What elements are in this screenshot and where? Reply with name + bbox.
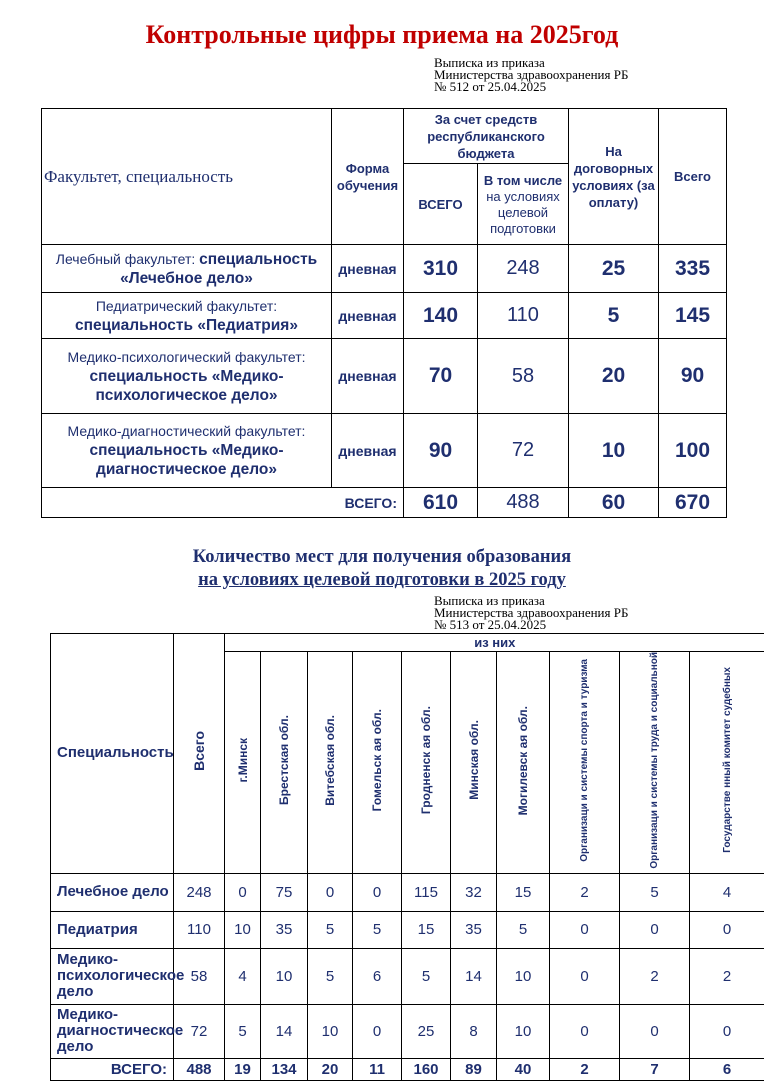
total-cell: 110 [174, 911, 225, 948]
order-line: Министерства здравоохранения РБ [434, 607, 628, 619]
specialty-name: специальность «Медико-диагностическое дело» [89, 442, 283, 478]
value-sum: 19 [225, 1058, 261, 1080]
value-cell: 35 [261, 911, 308, 948]
value-sum: 2 [550, 1058, 620, 1080]
budget-cell: 310 [404, 245, 478, 293]
value-cell: 4 [225, 948, 261, 1004]
target-total: 488 [478, 488, 569, 518]
form-cell: дневная [332, 245, 404, 293]
specialty-name: специальность «Лечебное дело» [120, 251, 317, 287]
header-budget: За счет средств республиканского бюджета [404, 109, 569, 164]
totals-label: ВСЕГО: [42, 488, 404, 518]
specialty-cell: Лечебное дело [51, 873, 174, 911]
targeted-training-table [50, 633, 764, 1081]
target-cell: 72 [478, 414, 569, 488]
header-region-cell [402, 652, 451, 874]
value-cell: 6 [353, 948, 402, 1004]
form-cell: дневная [332, 293, 404, 339]
value-cell: 5 [308, 948, 353, 1004]
contract-cell: 20 [569, 339, 659, 414]
header-region-cell [261, 652, 308, 874]
total-sum: 488 [174, 1058, 225, 1080]
total-cell: 90 [659, 339, 727, 414]
value-cell: 0 [225, 873, 261, 911]
header-form: Форма обучения [332, 109, 404, 245]
order-reference-512 [434, 57, 628, 93]
contract-cell: 25 [569, 245, 659, 293]
value-cell: 0 [690, 911, 764, 948]
specialty-cell: Медико-психологическое дело [51, 948, 174, 1004]
value-cell: 2 [690, 948, 764, 1004]
value-cell: 0 [550, 948, 620, 1004]
table-row [51, 1004, 764, 1058]
value-cell: 10 [225, 911, 261, 948]
budget-cell: 70 [404, 339, 478, 414]
header-contract: На договорных условиях (за оплату) [569, 109, 659, 245]
value-cell: 0 [308, 873, 353, 911]
value-cell: 0 [550, 911, 620, 948]
target-cell: 58 [478, 339, 569, 414]
header-region: Гомельск ая обл. [370, 709, 384, 811]
faculty-cell [42, 245, 332, 293]
totals-row [42, 488, 727, 518]
order-reference-513 [434, 595, 628, 631]
order-line: Министерства здравоохранения РБ [434, 69, 628, 81]
header-total: Всего [659, 109, 727, 245]
specialty-cell: Медико-диагностическое дело [51, 1004, 174, 1058]
total-cell: 58 [174, 948, 225, 1004]
section-title-line1: Количество мест для получения образования [0, 546, 764, 569]
contract-cell: 10 [569, 414, 659, 488]
value-cell: 10 [497, 948, 550, 1004]
section-title-line2: на условиях целевой подготовки в 2025 году [0, 569, 764, 592]
value-cell: 14 [451, 948, 497, 1004]
value-cell: 5 [620, 873, 690, 911]
table-row [42, 245, 727, 293]
value-cell: 14 [261, 1004, 308, 1058]
value-cell: 0 [550, 1004, 620, 1058]
table-row [51, 873, 764, 911]
total-cell: 72 [174, 1004, 225, 1058]
header-org-cell [620, 652, 690, 874]
faculty-name: Лечебный факультет: [56, 251, 195, 267]
value-cell: 32 [451, 873, 497, 911]
total-cell: 248 [174, 873, 225, 911]
section-title [0, 546, 764, 592]
total-cell: 335 [659, 245, 727, 293]
faculty-cell [42, 339, 332, 414]
page-title: Контрольные цифры приема на 2025год [0, 20, 764, 50]
budget-cell: 140 [404, 293, 478, 339]
header-target-rest: на условиях целевой подготовки [478, 189, 568, 237]
value-cell: 0 [620, 1004, 690, 1058]
header-total: Всего [192, 731, 206, 771]
header-org-cell [550, 652, 620, 874]
value-sum: 89 [451, 1058, 497, 1080]
value-cell: 15 [402, 911, 451, 948]
value-sum: 20 [308, 1058, 353, 1080]
table-row [42, 414, 727, 488]
header-region: Витебская обл. [323, 715, 337, 806]
budget-total: 610 [404, 488, 478, 518]
admission-quotas-table [41, 108, 727, 518]
value-cell: 5 [497, 911, 550, 948]
value-sum: 11 [353, 1058, 402, 1080]
value-cell: 8 [451, 1004, 497, 1058]
header-target-bold: В том числе [478, 172, 568, 189]
contract-cell: 5 [569, 293, 659, 339]
order-line: № 513 от 25.04.2025 [434, 619, 628, 631]
header-total-cell [174, 634, 225, 874]
total-cell: 100 [659, 414, 727, 488]
value-cell: 75 [261, 873, 308, 911]
value-cell: 5 [308, 911, 353, 948]
totals-row [51, 1058, 764, 1080]
value-cell: 0 [353, 1004, 402, 1058]
header-org: Организаци и системы труда и социальной [649, 652, 660, 869]
budget-cell: 90 [404, 414, 478, 488]
contract-total: 60 [569, 488, 659, 518]
header-budget-total: ВСЕГО [404, 164, 478, 245]
grand-total: 670 [659, 488, 727, 518]
header-faculty: Факультет, специальность [42, 109, 332, 245]
header-of-them: из них [225, 634, 764, 652]
specialty-name: специальность «Медико-психологическое дело» [89, 368, 283, 404]
value-cell: 115 [402, 873, 451, 911]
table-row [42, 339, 727, 414]
faculty-cell [42, 414, 332, 488]
totals-label: ВСЕГО: [51, 1058, 174, 1080]
value-cell: 15 [497, 873, 550, 911]
form-cell: дневная [332, 414, 404, 488]
header-specialty: Специальность [51, 634, 174, 874]
value-cell: 10 [308, 1004, 353, 1058]
value-sum: 40 [497, 1058, 550, 1080]
header-region: Минская обл. [467, 720, 481, 800]
value-cell: 10 [497, 1004, 550, 1058]
value-cell: 35 [451, 911, 497, 948]
header-region-cell [353, 652, 402, 874]
value-cell: 0 [690, 1004, 764, 1058]
value-cell: 2 [620, 948, 690, 1004]
value-cell: 4 [690, 873, 764, 911]
order-line: Выписка из приказа [434, 57, 628, 69]
header-region-cell [497, 652, 550, 874]
value-cell: 2 [550, 873, 620, 911]
header-org: Организаци и системы спорта и туризма [579, 659, 590, 862]
value-cell: 5 [225, 1004, 261, 1058]
total-cell: 145 [659, 293, 727, 339]
header-region: Могилевск ая обл. [516, 706, 530, 815]
value-cell: 0 [620, 911, 690, 948]
header-region-cell [225, 652, 261, 874]
header-region-cell [308, 652, 353, 874]
table-row [51, 948, 764, 1004]
header-region: г.Минск [236, 738, 250, 782]
target-cell: 248 [478, 245, 569, 293]
faculty-cell [42, 293, 332, 339]
header-budget-target [478, 164, 569, 245]
value-cell: 25 [402, 1004, 451, 1058]
value-cell: 5 [402, 948, 451, 1004]
specialty-cell: Педиатрия [51, 911, 174, 948]
faculty-name: Медико-диагностический факультет: [68, 423, 306, 439]
specialty-name: специальность «Педиатрия» [75, 317, 298, 334]
form-cell: дневная [332, 339, 404, 414]
value-sum: 134 [261, 1058, 308, 1080]
faculty-name: Педиатрический факультет: [96, 298, 277, 314]
header-org: Государстве нный комитет судебных [722, 667, 733, 853]
table-row [42, 293, 727, 339]
value-sum: 6 [690, 1058, 764, 1080]
order-line: Выписка из приказа [434, 595, 628, 607]
target-cell: 110 [478, 293, 569, 339]
table-row [51, 911, 764, 948]
header-region: Гродненск ая обл. [419, 706, 433, 814]
order-line: № 512 от 25.04.2025 [434, 81, 628, 93]
value-cell: 5 [353, 911, 402, 948]
value-sum: 160 [402, 1058, 451, 1080]
faculty-name: Медико-психологический факультет: [67, 349, 305, 365]
value-cell: 0 [353, 873, 402, 911]
value-sum: 7 [620, 1058, 690, 1080]
value-cell: 10 [261, 948, 308, 1004]
header-org-cell [690, 652, 764, 874]
header-region: Брестская обл. [277, 715, 291, 805]
header-region-cell [451, 652, 497, 874]
